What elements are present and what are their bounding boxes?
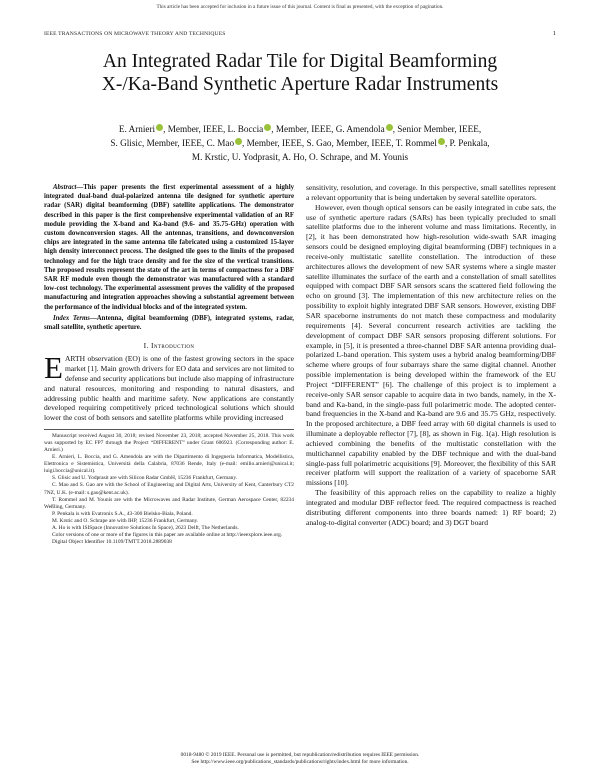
- footnote-doi: Digital Object Identifier 10.1109/TMTT.2018.2889038: [52, 538, 172, 545]
- footnote-manuscript: Manuscript received August 30, 2018; revised November 23, 2018; accepted November 25, 2018. This work was supported by EC FP7 through the Project “DIFFERENT” under Grant 606923. (Corresponding author: E. Arnieri.): [44, 433, 294, 454]
- authors-line-1: [40, 123, 560, 137]
- index-terms: Index Terms—Antenna, digital beamforming (DBF), integrated systems, radar, small satellite, synthetic aperture.: [44, 314, 294, 332]
- footnote-affiliation: E. Arnieri, L. Boccia, and G. Amendola are with the Dipartimento di Ingegneria Informatica, Modellistica, Elettronica e Sistemistica, Università della Calabria, 87036 Rende, Italy (e-mail: emilio.arnieri@unical.it; luigi.boccia@unical.it).: [44, 454, 294, 475]
- footnote-affiliation: A. Ho is with ISISpace (Innovative Solutions In Space), 2623 Delft, The Netherlands.: [52, 524, 239, 531]
- abstract-text: This paper presents the first experimental assessment of a highly integrated dual-band dual-polarized antenna tile designed for synthetic aperture radar (SAR) digital beamforming (DBF) satellite applications. The demonstrator described in this paper is the first comprehensive experimental validation of an RF module providing the X-band and Ka-band (9.6- and 35.75-GHz) operation with custom downconversion stages. All the antennas, transitions, and downconversion chips are integrated in the same antenna tile fabricated using a customized 15-layer high density interconnect process. The designed tile goes to the limits of the proposed technology and for the high trace density and for the size of the vertical transitions. The proposed results represent the state of the art in terms of compactness for a DBF SAR RF module even though the demonstrator was manufactured with a standard low-cost technology. The experimental assessment proves the validity of the proposed manufacturing and integration approaches showing a substantial agreement between the performance of the individual blocks and of the integrated system.: [44, 184, 294, 311]
- footnote-affiliation: C. Mao and S. Gao are with the School of Engineering and Digital Arts, University of Kent, Canterbury CT2 7NZ, U.K. (e-mail: s.gao@kent.ac.uk).: [44, 482, 294, 496]
- intro-text: ARTH observation (EO) is one of the fastest growing sectors in the space market [1]. Main growth drivers for EO data and services are not limited to defense and security applications but include also mapping of infrastructure and natural resources, monitoring and responding to natural disasters, and addressing public health and maritime safety. New applications are constantly developed requiring competitively priced technological solutions which should lower the cost of both sensors and satellite platforms while providing increased: [44, 354, 294, 423]
- abstract: Abstract—This paper presents the first experimental assessment of a highly integrated dual-band dual-polarized antenna tile designed for synthetic aperture radar (SAR) digital beamforming (DBF) satellite applications. The demonstrator described in this paper is the first comprehensive experimental validation of an RF module providing the X-band and Ka-band (9.6- and 35.75-GHz) operation with custom downconversion stages. All the antennas, transitions, and downconversion chips are integrated in the same antenna tile fabricated using a customized 15-layer high density interconnect process. The designed tile goes to the limits of the proposed technology and for the high trace density and for the size of the vertical transitions. The proposed results represent the state of the art in terms of compactness for a DBF SAR RF module even though the demonstrator was manufactured with a standard low-cost technology. The experimental assessment proves the validity of the proposed manufacturing and integration approaches showing a substantial agreement between the performance of the individual blocks and of the integrated system.: [44, 184, 294, 311]
- copyright-footer: [0, 752, 600, 766]
- index-terms-text: Antenna, digital beamforming (DBF), integrated systems, radar, small satellite, synthetic aperture.: [44, 314, 294, 332]
- section-heading: I. Introduction: [143, 341, 195, 351]
- footnote-affiliation: T. Rommel and M. Younis are with the Microwaves and Radar Institute, German Aerospace Center, 82234 Weßling, Germany.: [44, 496, 294, 510]
- authors-line-1-end: , Senior Member, IEEE,: [392, 124, 482, 134]
- footnote-affiliation: M. Krstic and O. Schrape are with IHP, 15236 Frankfurt, Germany.: [52, 517, 199, 524]
- orcid-icon[interactable]: [386, 124, 393, 131]
- left-column: [44, 183, 294, 546]
- rights-link[interactable]: See http://www.ieee.org/publications_standards/publications/rights/index.html for more information.: [191, 759, 409, 766]
- paper-title: [30, 50, 570, 96]
- right-column: [306, 183, 556, 528]
- author-amendola: , Member, IEEE, G. Amendola: [271, 124, 385, 134]
- body-paragraph: The feasibility of this approach relies on the capability to realize a highly integrated and modular DBF reflector feed. The required compactness is reached distributing different components into three boards named: 1) RF board; 2) analog-to-digital converter (ADC) board; and 3) DGT board: [306, 488, 556, 527]
- body-paragraph: However, even though optical sensors can be easily integrated in cube sats, the use of synthetic aperture radars (SARs) has been typically precluded to small satellite platforms due to the inherent volume and mass limitations. Recently, in [2], it has been demonstrated how high-resolution wide-swath SAR imaging sensors could be designed employing digital beamforming (DBF) techniques in a receive-only multistatic satellite constellation. The introduction of these architectures allows the development of new SAR systems where a single master satellite illuminates the surface of the earth and a constellation of small satellites equipped with compact DBF SAR sensors scans the scattered field following the echo on ground [3]. The implementation of this new architecture relies on the possibility to exploit highly integrated DBF SAR sensors. However, existing DBF SAR spaceborne instruments do not match these compactness and modularity requirements [4]. Several concurrent research activities are tackling the development of compact DBF SAR sensors proposing different solutions. For example, in [5], it is presented a three-channel DBF SAR antenna providing dual-polarized L-band operation. This system uses a hybrid analog beamforming/DBF scheme where groups of four subarrays share the same digital channel. Another possible implementation is being developed within the framework of the EU Project “DIFFERENT” [6]. The challenge of this project is to implement a receive-only SAR sensor capable to acquire data in two bands, namely, in the X-band and Ka-band, in the single-pass full polarimetric mode. The adopted center-band frequencies in the X-band and Ka-band are 9.6 and 35.75 GHz, respectively. In the proposed architecture, a DBF feed array with 60 digital channels is used to illuminate a deployable reflector [7], [8], as shown in Fig. 1(a). High resolution is achieved combining the benefits of the multistatic constellation with the multichannel capability enabled by the DBF technique and with the dual-band single-pass full polarimetric acquisitions [9]. Moreover, the flexibility of this SAR receiver platform will support the realization of a variety of spaceborne SAR missions [10].: [306, 202, 556, 488]
- title-line-2: X-/Ka-Band Synthetic Aperture Radar Instruments: [101, 74, 499, 95]
- orcid-icon[interactable]: [438, 138, 445, 145]
- acceptance-notice: This article has been accepted for inclusion in a future issue of this journal. Content is final as presented, with the exception of pagination.: [156, 4, 444, 10]
- footnote-divider: [44, 429, 294, 430]
- body-paragraph: sensitivity, resolution, and coverage. In this perspective, small satellites represent a relevant opportunity that is being undertaken by several satellite operators.: [306, 183, 556, 202]
- orcid-icon[interactable]: [235, 138, 242, 145]
- drop-cap: E: [44, 350, 63, 386]
- page-number: 1: [552, 30, 556, 37]
- copyright-line: 0018-9480 © 2019 IEEE. Personal use is permitted, but republication/redistribution requires IEEE permission.: [180, 752, 420, 758]
- author-gao-rommel: , Member, IEEE, S. Gao, Member, IEEE, T. Rommel: [242, 137, 437, 148]
- authors-line-2: [40, 137, 560, 151]
- author-penkala: , P. Penkala,: [444, 137, 490, 148]
- abstract-label: Abstract: [53, 184, 77, 191]
- footnote-affiliation: P. Penkala is with Evatronix S.A., 43-300 Bielsko-Biala, Poland.: [52, 510, 193, 517]
- author-glisic-mao: S. Glisic, Member, IEEE, C. Mao: [110, 137, 235, 148]
- author-boccia: , Member, IEEE, L. Boccia: [163, 124, 264, 134]
- intro-paragraph: [44, 350, 294, 423]
- running-head: IEEE TRANSACTIONS ON MICROWAVE THEORY AND TECHNIQUES: [44, 31, 226, 37]
- author-arnieri: E. Arnieri: [118, 124, 156, 134]
- author-list: [40, 123, 560, 164]
- authors-line-3: M. Krstic, U. Yodprasit, A. Ho, O. Schrape, and M. Younis: [191, 151, 409, 162]
- footnote-affiliation: S. Glisic and U. Yodprasit are with Silicon Radar GmbH, 15236 Frankfurt, Germany.: [52, 475, 238, 482]
- footnote-color-versions: Color versions of one or more of the figures in this paper are available online at http://ieeexplore.ieee.org.: [52, 531, 283, 538]
- title-line-1: An Integrated Radar Tile for Digital Beamforming: [102, 51, 498, 72]
- index-terms-label: Index Terms: [53, 314, 90, 322]
